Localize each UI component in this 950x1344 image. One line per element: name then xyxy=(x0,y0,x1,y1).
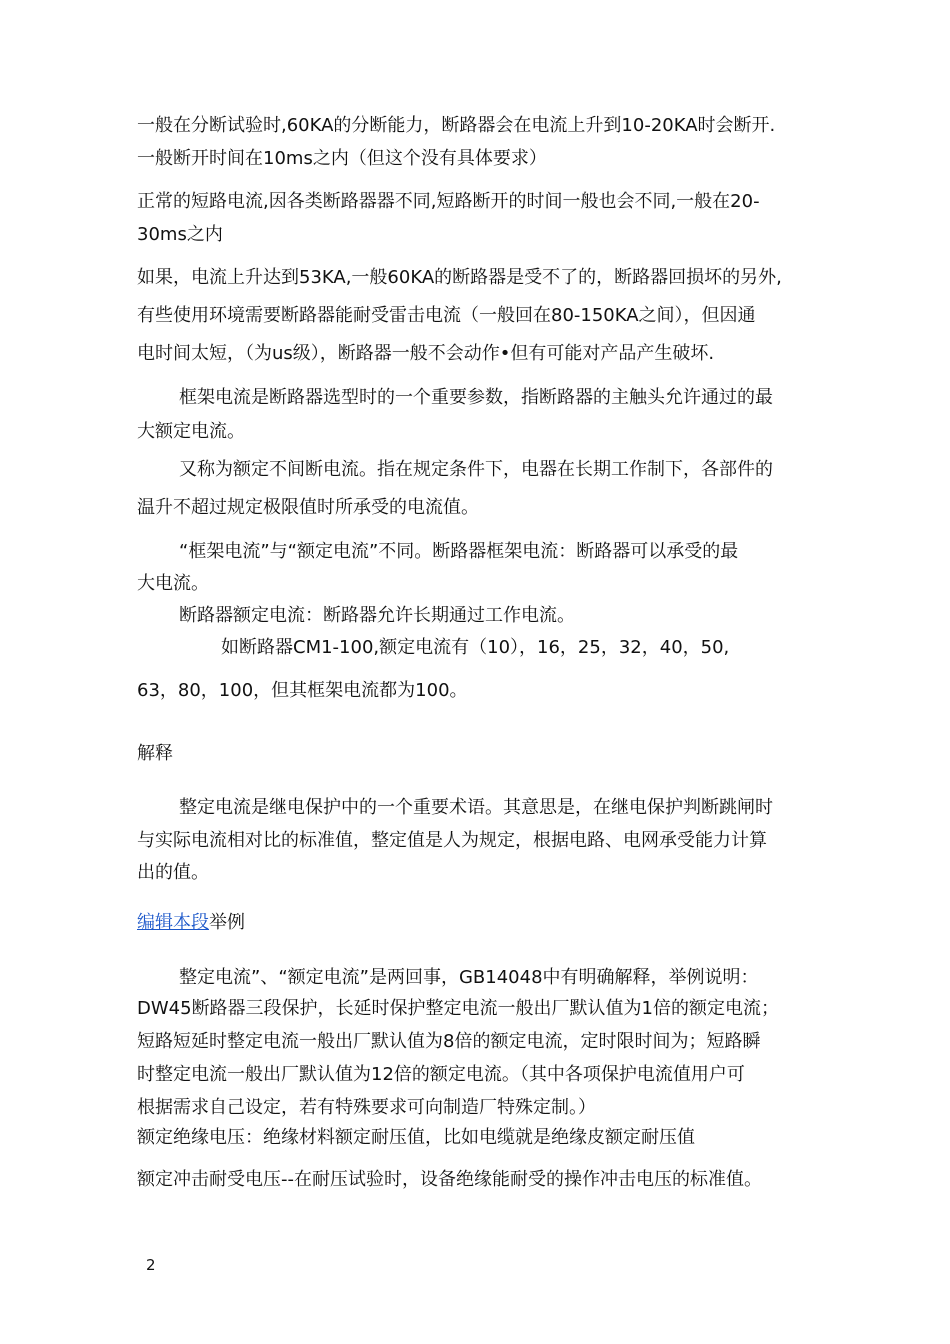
paragraph-line: 大电流。 xyxy=(137,573,209,594)
paragraph-line: 电时间太短，（为us级），断路器一般不会动作•但有可能对产品产生破坏. xyxy=(137,343,715,364)
paragraph-line: 63，80，100，但其框架电流都为100。 xyxy=(137,680,468,701)
paragraph-line: 正常的短路电流,因各类断路器器不同,短路断开的时间一般也会不同,一般在20- xyxy=(137,191,760,212)
paragraph-line: 时整定电流一般出厂默认值为12倍的额定电流。（其中各项保护电流值用户可 xyxy=(137,1064,745,1085)
edit-section-link[interactable]: 编辑本段 xyxy=(137,912,209,933)
paragraph-line: 出的值。 xyxy=(137,862,209,883)
paragraph-line: 短路短延时整定电流一般出厂默认值为8倍的额定电流，定时限时间为；短路瞬 xyxy=(137,1031,761,1052)
paragraph-line: 整定电流是继电保护中的一个重要术语。其意思是，在继电保护判断跳闸时 xyxy=(179,797,773,818)
example-heading-text: 举例 xyxy=(209,912,245,933)
section-heading: 解释 xyxy=(137,743,173,764)
section-heading-example xyxy=(137,911,817,935)
paragraph-line: 又称为额定不间断电流。指在规定条件下，电器在长期工作制下，各部件的 xyxy=(179,459,773,480)
paragraph-line: 一般在分断试验时,60KA的分断能力，断路器会在电流上升到10-20KA时会断开. xyxy=(137,115,776,136)
paragraph-line: 根据需求自己设定，若有特殊要求可向制造厂特殊定制。） xyxy=(137,1097,596,1118)
paragraph-line: 断路器额定电流：断路器允许长期通过工作电流。 xyxy=(179,605,575,626)
paragraph-line: 有些使用环境需要断路器能耐受雷击电流（一般回在80-150KA之间），但因通 xyxy=(137,305,756,326)
paragraph-line: 额定冲击耐受电压--在耐压试验时，设备绝缘能耐受的操作冲击电压的标准值。 xyxy=(137,1169,762,1190)
page-number: 2 xyxy=(146,1256,156,1274)
paragraph-line: 大额定电流。 xyxy=(137,421,245,442)
paragraph-line: 额定绝缘电压：绝缘材料额定耐压值，比如电缆就是绝缘皮额定耐压值 xyxy=(137,1127,695,1148)
paragraph-line: DW45断路器三段保护，长延时保护整定电流一般出厂默认值为1倍的额定电流； xyxy=(137,998,780,1019)
paragraph-line: 30ms之内 xyxy=(137,224,223,245)
paragraph-line: 如断路器CM1-100,额定电流有（10），16，25，32，40，50, xyxy=(221,637,730,658)
paragraph-line: 与实际电流相对比的标准值，整定值是人为规定，根据电路、电网承受能力计算 xyxy=(137,830,767,851)
paragraph-line: 温升不超过规定极限值时所承受的电流值。 xyxy=(137,497,479,518)
paragraph-line: “框架电流”与“额定电流”不同。断路器框架电流：断路器可以承受的最 xyxy=(179,541,739,562)
paragraph-line: 整定电流”、“额定电流”是两回事，GB14048中有明确解释，举例说明： xyxy=(179,967,759,988)
paragraph-line: 一般断开时间在10ms之内（但这个没有具体要求） xyxy=(137,148,547,169)
paragraph-line: 框架电流是断路器选型时的一个重要参数，指断路器的主触头允许通过的最 xyxy=(179,387,773,408)
paragraph-line: 如果，电流上升达到53KA,一般60KA的断路器是受不了的，断路器回损坏的另外, xyxy=(137,267,782,288)
